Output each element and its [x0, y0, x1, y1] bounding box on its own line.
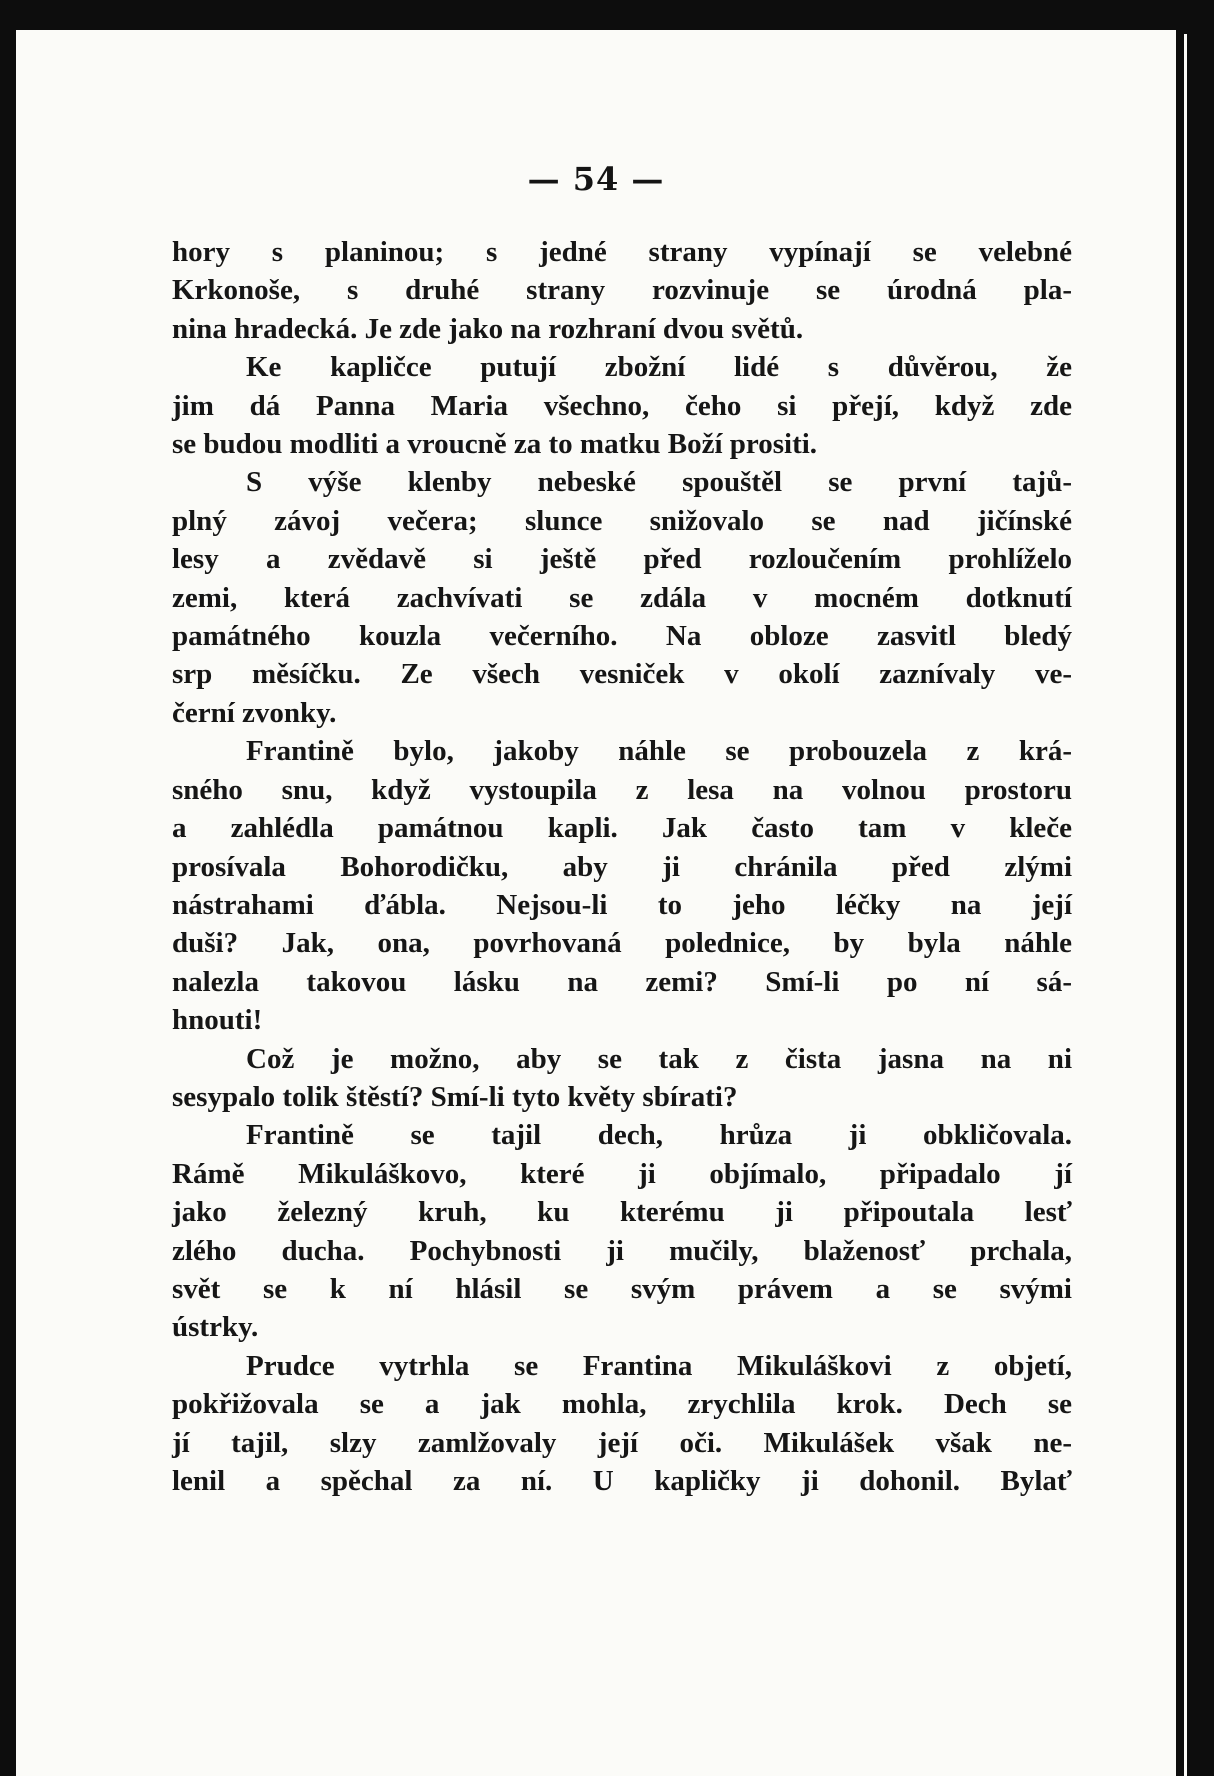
text-line: jim dá Panna Maria všechno, čeho si přejí, když zde	[172, 389, 1072, 422]
text-line: jako železný kruh, ku kterému ji připoutala lesť	[172, 1196, 1072, 1229]
text-line: černí zvonky.	[172, 696, 337, 729]
page-edge-rule	[1184, 34, 1187, 1776]
text-line: lesy a zvědavě si ještě před rozloučením prohlíželo	[172, 543, 1072, 576]
text-line: plný závoj večera; slunce snižovalo se nad jičínské	[172, 504, 1072, 537]
text-line: památného kouzla večerního. Na obloze zasvitl bledý	[172, 620, 1072, 653]
text-line: se budou modliti a vroucně za to matku Boží prositi.	[172, 428, 818, 461]
text-line: hory s planinou; s jedné strany vypínají se velebné	[172, 236, 1072, 268]
text-line: S výše klenby nebeské spouštěl se první tajů-	[246, 466, 1072, 499]
text-line: Což je možno, aby se tak z čista jasna na ni	[246, 1042, 1072, 1075]
text-line: Krkonoše, s druhé strany rozvinuje se úrodná pla-	[172, 274, 1072, 307]
text-line: prosívala Bohorodičku, aby ji chránila před zlými	[172, 850, 1072, 883]
text-line: sesypalo tolik štěstí? Smí-li tyto květy sbírati?	[172, 1080, 738, 1113]
text-line: zlého ducha. Pochybnosti ji mučily, blaženosť prchala,	[172, 1234, 1072, 1267]
text-line: svět se k ní hlásil se svým právem a se svými	[172, 1272, 1072, 1305]
text-line: srp měsíčku. Ze všech vesniček v okolí zaznívaly ve-	[172, 658, 1072, 691]
text-line: lenil a spěchal za ní. U kapličky ji dohonil. Bylať	[172, 1465, 1072, 1497]
text-line: sného snu, když vystoupila z lesa na volnou prostoru	[172, 773, 1072, 806]
text-line: ústrky.	[172, 1311, 259, 1344]
text-line: Frantině se tajil dech, hrůza ji obkličovala.	[246, 1119, 1072, 1152]
page-number: — 54 —	[527, 160, 665, 198]
text-line: zemi, která zachvívati se zdála v mocném dotknutí	[172, 581, 1072, 614]
text-line: Rámě Mikuláškovo, které ji objímalo, připadalo jí	[172, 1157, 1072, 1190]
text-line: nalezla takovou lásku na zemi? Smí-li po ní sá-	[172, 965, 1072, 998]
book-page	[16, 30, 1176, 1776]
text-line: Frantině bylo, jakoby náhle se probouzela z krá-	[246, 735, 1072, 768]
text-line: nina hradecká. Je zde jako na rozhraní dvou světů.	[172, 312, 804, 345]
text-line: nástrahami ďábla. Nejsou-li to jeho léčky na její	[172, 888, 1072, 921]
text-line: a zahlédla památnou kapli. Jak často tam v kleče	[172, 812, 1072, 845]
text-line: jí tajil, slzy zamlžovaly její oči. Mikulášek však ne-	[172, 1426, 1072, 1459]
text-line: Prudce vytrhla se Frantina Mikuláškovi z objetí,	[246, 1349, 1072, 1382]
text-line: Ke kapličce putují zbožní lidé s důvěrou, že	[246, 351, 1072, 384]
text-line: hnouti!	[172, 1004, 263, 1037]
text-line: pokřižovala se a jak mohla, zrychlila krok. Dech se	[172, 1388, 1072, 1421]
body-text	[172, 233, 1072, 1500]
text-line: duši? Jak, ona, povrhovaná polednice, by byla náhle	[172, 927, 1072, 960]
